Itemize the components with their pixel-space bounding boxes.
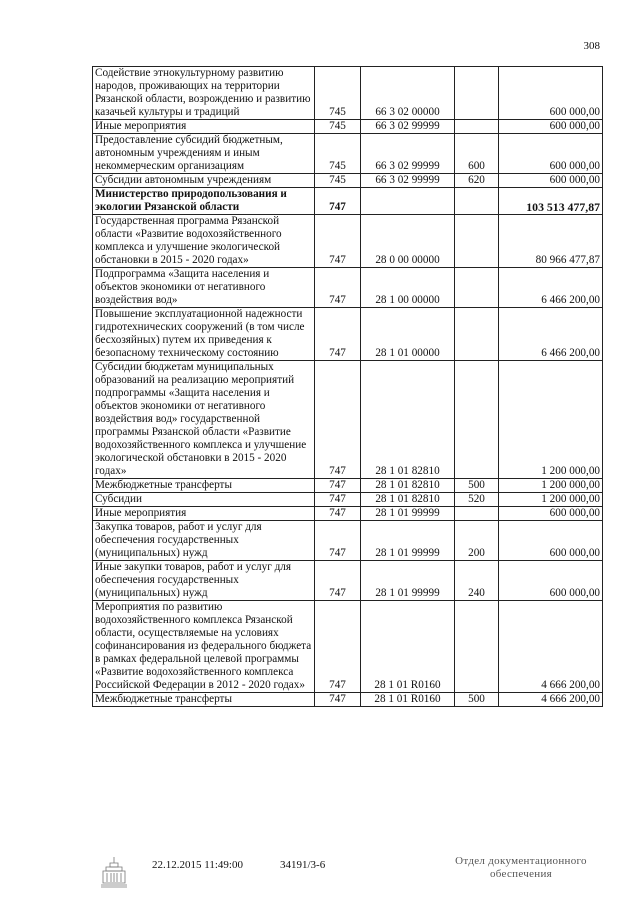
row-target-article-cell: 28 1 01 R0160 — [361, 693, 455, 707]
table-row — [93, 120, 603, 134]
row-name-cell: Министерство природопользования и экологии Рязанской области — [93, 188, 315, 215]
row-amount-cell: 600 000,00 — [499, 174, 603, 188]
table-row — [93, 215, 603, 268]
row-expense-type-cell: 500 — [455, 479, 499, 493]
table-row — [93, 693, 603, 707]
row-ministry-code-cell: 747 — [315, 493, 361, 507]
table-row — [93, 268, 603, 308]
row-ministry-code-cell: 745 — [315, 67, 361, 120]
row-amount-cell: 4 666 200,00 — [499, 601, 603, 693]
row-target-article-cell: 28 1 01 82810 — [361, 361, 455, 479]
row-target-article-cell: 28 1 01 82810 — [361, 493, 455, 507]
table-row — [93, 174, 603, 188]
budget-table — [92, 66, 603, 707]
footer-doc-number: 34191/3-6 — [280, 859, 326, 871]
table-row — [93, 361, 603, 479]
table-row — [93, 308, 603, 361]
row-name-cell: Субсидии — [93, 493, 315, 507]
row-amount-cell: 6 466 200,00 — [499, 308, 603, 361]
row-name-cell: Повышение эксплуатационной надежности гидротехнических сооружений (в том числе бесхозяйных) путем их приведения к безопасному техническому состоянию — [93, 308, 315, 361]
row-target-article-cell — [361, 188, 455, 215]
row-amount-cell: 103 513 477,87 — [499, 188, 603, 215]
row-ministry-code-cell: 747 — [315, 693, 361, 707]
row-expense-type-cell — [455, 188, 499, 215]
row-ministry-code-cell: 747 — [315, 361, 361, 479]
row-amount-cell: 600 000,00 — [499, 67, 603, 120]
row-name-cell: Межбюджетные трансферты — [93, 479, 315, 493]
row-target-article-cell: 28 1 01 R0160 — [361, 601, 455, 693]
table-row — [93, 188, 603, 215]
table-row — [93, 521, 603, 561]
page-footer — [0, 855, 640, 895]
row-target-article-cell: 28 1 01 82810 — [361, 479, 455, 493]
row-target-article-cell: 28 1 01 99999 — [361, 521, 455, 561]
row-ministry-code-cell: 747 — [315, 308, 361, 361]
row-expense-type-cell — [455, 67, 499, 120]
footer-department-stamp: Отдел документационного обеспечения — [455, 855, 587, 880]
row-expense-type-cell — [455, 268, 499, 308]
row-name-cell: Субсидии автономным учреждениям — [93, 174, 315, 188]
row-name-cell: Подпрограмма «Защита населения и объектов экономики от негативного воздействия вод» — [93, 268, 315, 308]
row-name-cell: Предоставление субсидий бюджетным, автономным учреждениям и иным некоммерческим организациям — [93, 134, 315, 174]
row-name-cell: Мероприятия по развитию водохозяйственного комплекса Рязанской области, осуществляемые на условиях софинансирования из федерального бюджета в рамках федеральной целевой программы «Развитие водохозяйственного комплекса Российской Федерации в 2012 - 2020 годах» — [93, 601, 315, 693]
table-row — [93, 479, 603, 493]
row-expense-type-cell — [455, 507, 499, 521]
row-expense-type-cell — [455, 601, 499, 693]
row-ministry-code-cell: 747 — [315, 188, 361, 215]
row-expense-type-cell: 240 — [455, 561, 499, 601]
row-ministry-code-cell: 747 — [315, 521, 361, 561]
row-expense-type-cell: 500 — [455, 693, 499, 707]
row-target-article-cell: 66 3 02 00000 — [361, 67, 455, 120]
row-expense-type-cell: 200 — [455, 521, 499, 561]
row-expense-type-cell: 620 — [455, 174, 499, 188]
table-row — [93, 67, 603, 120]
row-target-article-cell: 28 1 00 00000 — [361, 268, 455, 308]
row-ministry-code-cell: 747 — [315, 268, 361, 308]
table-row — [93, 134, 603, 174]
row-expense-type-cell — [455, 215, 499, 268]
row-ministry-code-cell: 745 — [315, 174, 361, 188]
building-emblem-icon — [100, 855, 128, 889]
row-ministry-code-cell: 747 — [315, 507, 361, 521]
row-amount-cell: 1 200 000,00 — [499, 479, 603, 493]
row-ministry-code-cell: 745 — [315, 120, 361, 134]
row-ministry-code-cell: 747 — [315, 215, 361, 268]
footer-date: 22.12.2015 11:49:00 — [152, 859, 243, 871]
row-amount-cell: 6 466 200,00 — [499, 268, 603, 308]
row-amount-cell: 80 966 477,87 — [499, 215, 603, 268]
row-target-article-cell: 66 3 02 99999 — [361, 174, 455, 188]
row-amount-cell: 4 666 200,00 — [499, 693, 603, 707]
row-expense-type-cell — [455, 361, 499, 479]
table-row — [93, 561, 603, 601]
row-target-article-cell: 66 3 02 99999 — [361, 120, 455, 134]
row-ministry-code-cell: 747 — [315, 561, 361, 601]
row-amount-cell: 1 200 000,00 — [499, 493, 603, 507]
row-amount-cell: 1 200 000,00 — [499, 361, 603, 479]
row-ministry-code-cell: 747 — [315, 601, 361, 693]
row-amount-cell: 600 000,00 — [499, 561, 603, 601]
row-expense-type-cell — [455, 120, 499, 134]
row-expense-type-cell: 520 — [455, 493, 499, 507]
row-target-article-cell: 28 1 01 99999 — [361, 507, 455, 521]
row-ministry-code-cell: 745 — [315, 134, 361, 174]
table-row — [93, 507, 603, 521]
row-name-cell: Межбюджетные трансферты — [93, 693, 315, 707]
row-amount-cell: 600 000,00 — [499, 134, 603, 174]
row-name-cell: Государственная программа Рязанской области «Развитие водохозяйственного комплекса и улучшение экологической обстановки в 2015 - 2020 годах» — [93, 215, 315, 268]
row-name-cell: Иные мероприятия — [93, 120, 315, 134]
row-target-article-cell: 28 0 00 00000 — [361, 215, 455, 268]
row-name-cell: Иные закупки товаров, работ и услуг для обеспечения государственных (муниципальных) нужд — [93, 561, 315, 601]
row-ministry-code-cell: 747 — [315, 479, 361, 493]
row-target-article-cell: 66 3 02 99999 — [361, 134, 455, 174]
row-amount-cell: 600 000,00 — [499, 120, 603, 134]
row-expense-type-cell: 600 — [455, 134, 499, 174]
row-target-article-cell: 28 1 01 99999 — [361, 561, 455, 601]
row-target-article-cell: 28 1 01 00000 — [361, 308, 455, 361]
row-amount-cell: 600 000,00 — [499, 521, 603, 561]
row-amount-cell: 600 000,00 — [499, 507, 603, 521]
row-name-cell: Содействие этнокультурному развитию народов, проживающих на территории Рязанской области, возрождению и развитию казачьей культуры и традиций — [93, 67, 315, 120]
table-row — [93, 601, 603, 693]
row-expense-type-cell — [455, 308, 499, 361]
budget-table-body — [93, 67, 603, 707]
row-name-cell: Закупка товаров, работ и услуг для обеспечения государственных (муниципальных) нужд — [93, 521, 315, 561]
table-row — [93, 493, 603, 507]
row-name-cell: Субсидии бюджетам муниципальных образований на реализацию мероприятий подпрограммы «Защита населения и объектов экономики от негативного воздействия вод» государственной программы Рязанской области «Развитие водохозяйственного комплекса и улучшение экологической обстановки в 2015 - 2020 годах» — [93, 361, 315, 479]
row-name-cell: Иные мероприятия — [93, 507, 315, 521]
page-number: 308 — [583, 40, 600, 52]
